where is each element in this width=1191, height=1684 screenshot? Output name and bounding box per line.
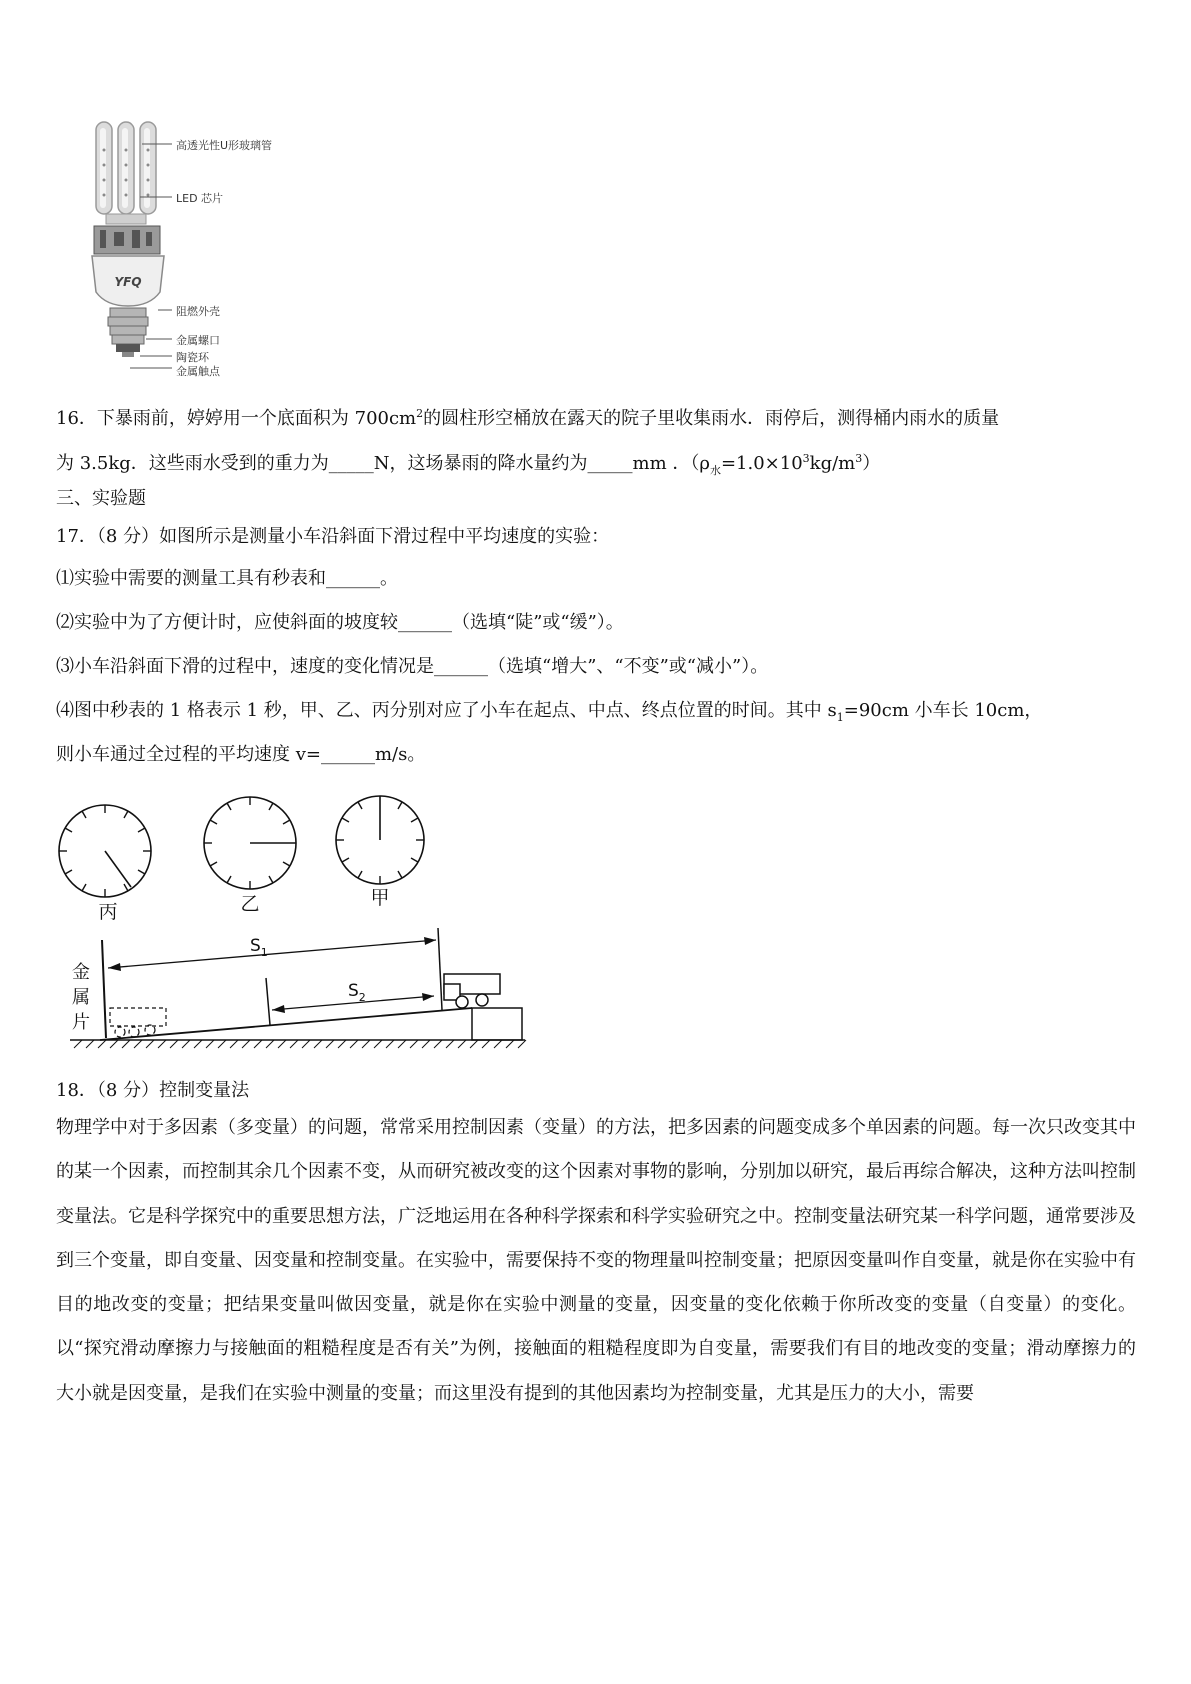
- q16-sup-3a: 3: [802, 452, 810, 465]
- q16-sup: 2: [416, 407, 424, 420]
- q17-p4-text-b: =90cm 小车长 10cm，: [843, 700, 1043, 721]
- q16-sup-3b: 3: [855, 452, 863, 465]
- q18-title: 18．（8 分）控制变量法: [56, 1080, 250, 1101]
- q17-p4-sub: 1: [836, 711, 844, 724]
- s1-label: $S_1$: [250, 936, 268, 959]
- metal-sheet-label-1: 金: [72, 962, 90, 983]
- label-shell: 阻燃外壳: [176, 305, 220, 318]
- q17-title: 17．（8 分）如图所示是测量小车沿斜面下滑过程中平均速度的实验：: [56, 526, 610, 547]
- q16-text-a: 16．下暴雨前，婷婷用一个底面积为 700cm: [56, 408, 417, 429]
- clock-jia: [336, 796, 424, 884]
- q17-part-3: ⑶小车沿斜面下滑的过程中，速度的变化情况是______（选填“增大”、“不变”或“减小”）。: [56, 656, 769, 677]
- metal-sheet-label-3: 片: [72, 1012, 90, 1033]
- q16-sub-water: 水: [709, 464, 721, 477]
- q17-p4-text-a: ⑷图中秒表的 1 格表示 1 秒，甲、乙、丙分别对应了小车在起点、中点、终点位置的时间。其中 s: [56, 700, 837, 721]
- incline-surface: [100, 1008, 472, 1040]
- q16-text-d: =1.0×10: [720, 453, 803, 474]
- cart-start: [444, 974, 500, 1008]
- bulb-figure: [80, 110, 320, 390]
- s1-arrow: [108, 940, 436, 968]
- q16-text-b: 的圆柱形空桶放在露天的院子里收集雨水．雨停后，测得桶内雨水的质量: [423, 408, 1000, 429]
- q17-part-4: [56, 699, 1042, 722]
- label-led-chip: LED 芯片: [176, 192, 224, 205]
- q16-line-2: [56, 452, 880, 475]
- label-metal-contact: 金属触点: [176, 365, 220, 378]
- s2-label: $S_2$: [348, 981, 366, 1004]
- q16-text-c: 为 3.5kg．这些雨水受到的重力为_____N，这场暴雨的降水量约为_____mm ．（ρ: [56, 453, 710, 474]
- cart-end: [110, 1008, 166, 1037]
- q16-line-1: [56, 407, 999, 430]
- q17-part-1: ⑴实验中需要的测量工具有秒表和______。: [56, 568, 398, 589]
- label-metal-screw: 金属螺口: [176, 334, 220, 347]
- label-ceramic-ring: 陶瓷环: [176, 351, 209, 364]
- q18-body: 物理学中对于多因素（多变量）的问题，常常采用控制因素（变量）的方法，把多因素的问题变成多个单因素的问题。每一次只改变其中的某一个因素，而控制其余几个因素不变，从而研究被改变的这个因素对事物的影响，分别加以研究，最后再综合解决，这种方法叫控制变量法。它是科学探究中的重要思想方法，广泛地运用在各种科学探索和科学实验研究之中。控制变量法研究某一科学问题，通常要涉及到三个变量，即自变量、因变量和控制变量。在实验中，需要保持不变的物理量叫控制变量；把原因变量叫作自变量，就是你在实验中有目的地改变的变量；把结果变量叫做因变量，就是你在实验中测量的变量，因变量的变化依赖于你所改变的变量（自变量）的变化。以“探究滑动摩擦力与接触面的粗糙程度是否有关”为例，接触面的粗糙程度即为自变量，需要我们有目的地改变的变量；滑动摩擦力的大小就是因变量，是我们在实验中测量的变量；而这里没有提到的其他因素均为控制变量，尤其是压力的大小，需要: [56, 1117, 1136, 1404]
- section-heading: 三、实验题: [56, 488, 146, 509]
- clock-bing: [59, 805, 151, 897]
- clock-label-yi: 乙: [240, 893, 260, 915]
- brand-text: YFQ: [114, 275, 142, 289]
- q17-part-5: 则小车通过全过程的平均速度 v=______m/s。: [56, 744, 426, 765]
- clock-label-jia: 甲: [370, 887, 390, 909]
- incline-figure: [50, 788, 530, 1058]
- q16-text-e: kg/m: [809, 453, 856, 474]
- q16-text-f: ）: [862, 453, 881, 474]
- metal-sheet-label-2: 属: [72, 987, 90, 1008]
- q17-part-2: ⑵实验中为了方便计时，应使斜面的坡度较______（选填“陡”或“缓”）。: [56, 612, 624, 633]
- support-block: [472, 1008, 522, 1040]
- clock-yi: [204, 797, 296, 889]
- metal-sheet: [102, 940, 106, 1038]
- clock-label-bing: 丙: [98, 901, 118, 923]
- label-glass-tube: 高透光性U形玻璃管: [176, 139, 273, 152]
- ground-hatch: [74, 1040, 526, 1048]
